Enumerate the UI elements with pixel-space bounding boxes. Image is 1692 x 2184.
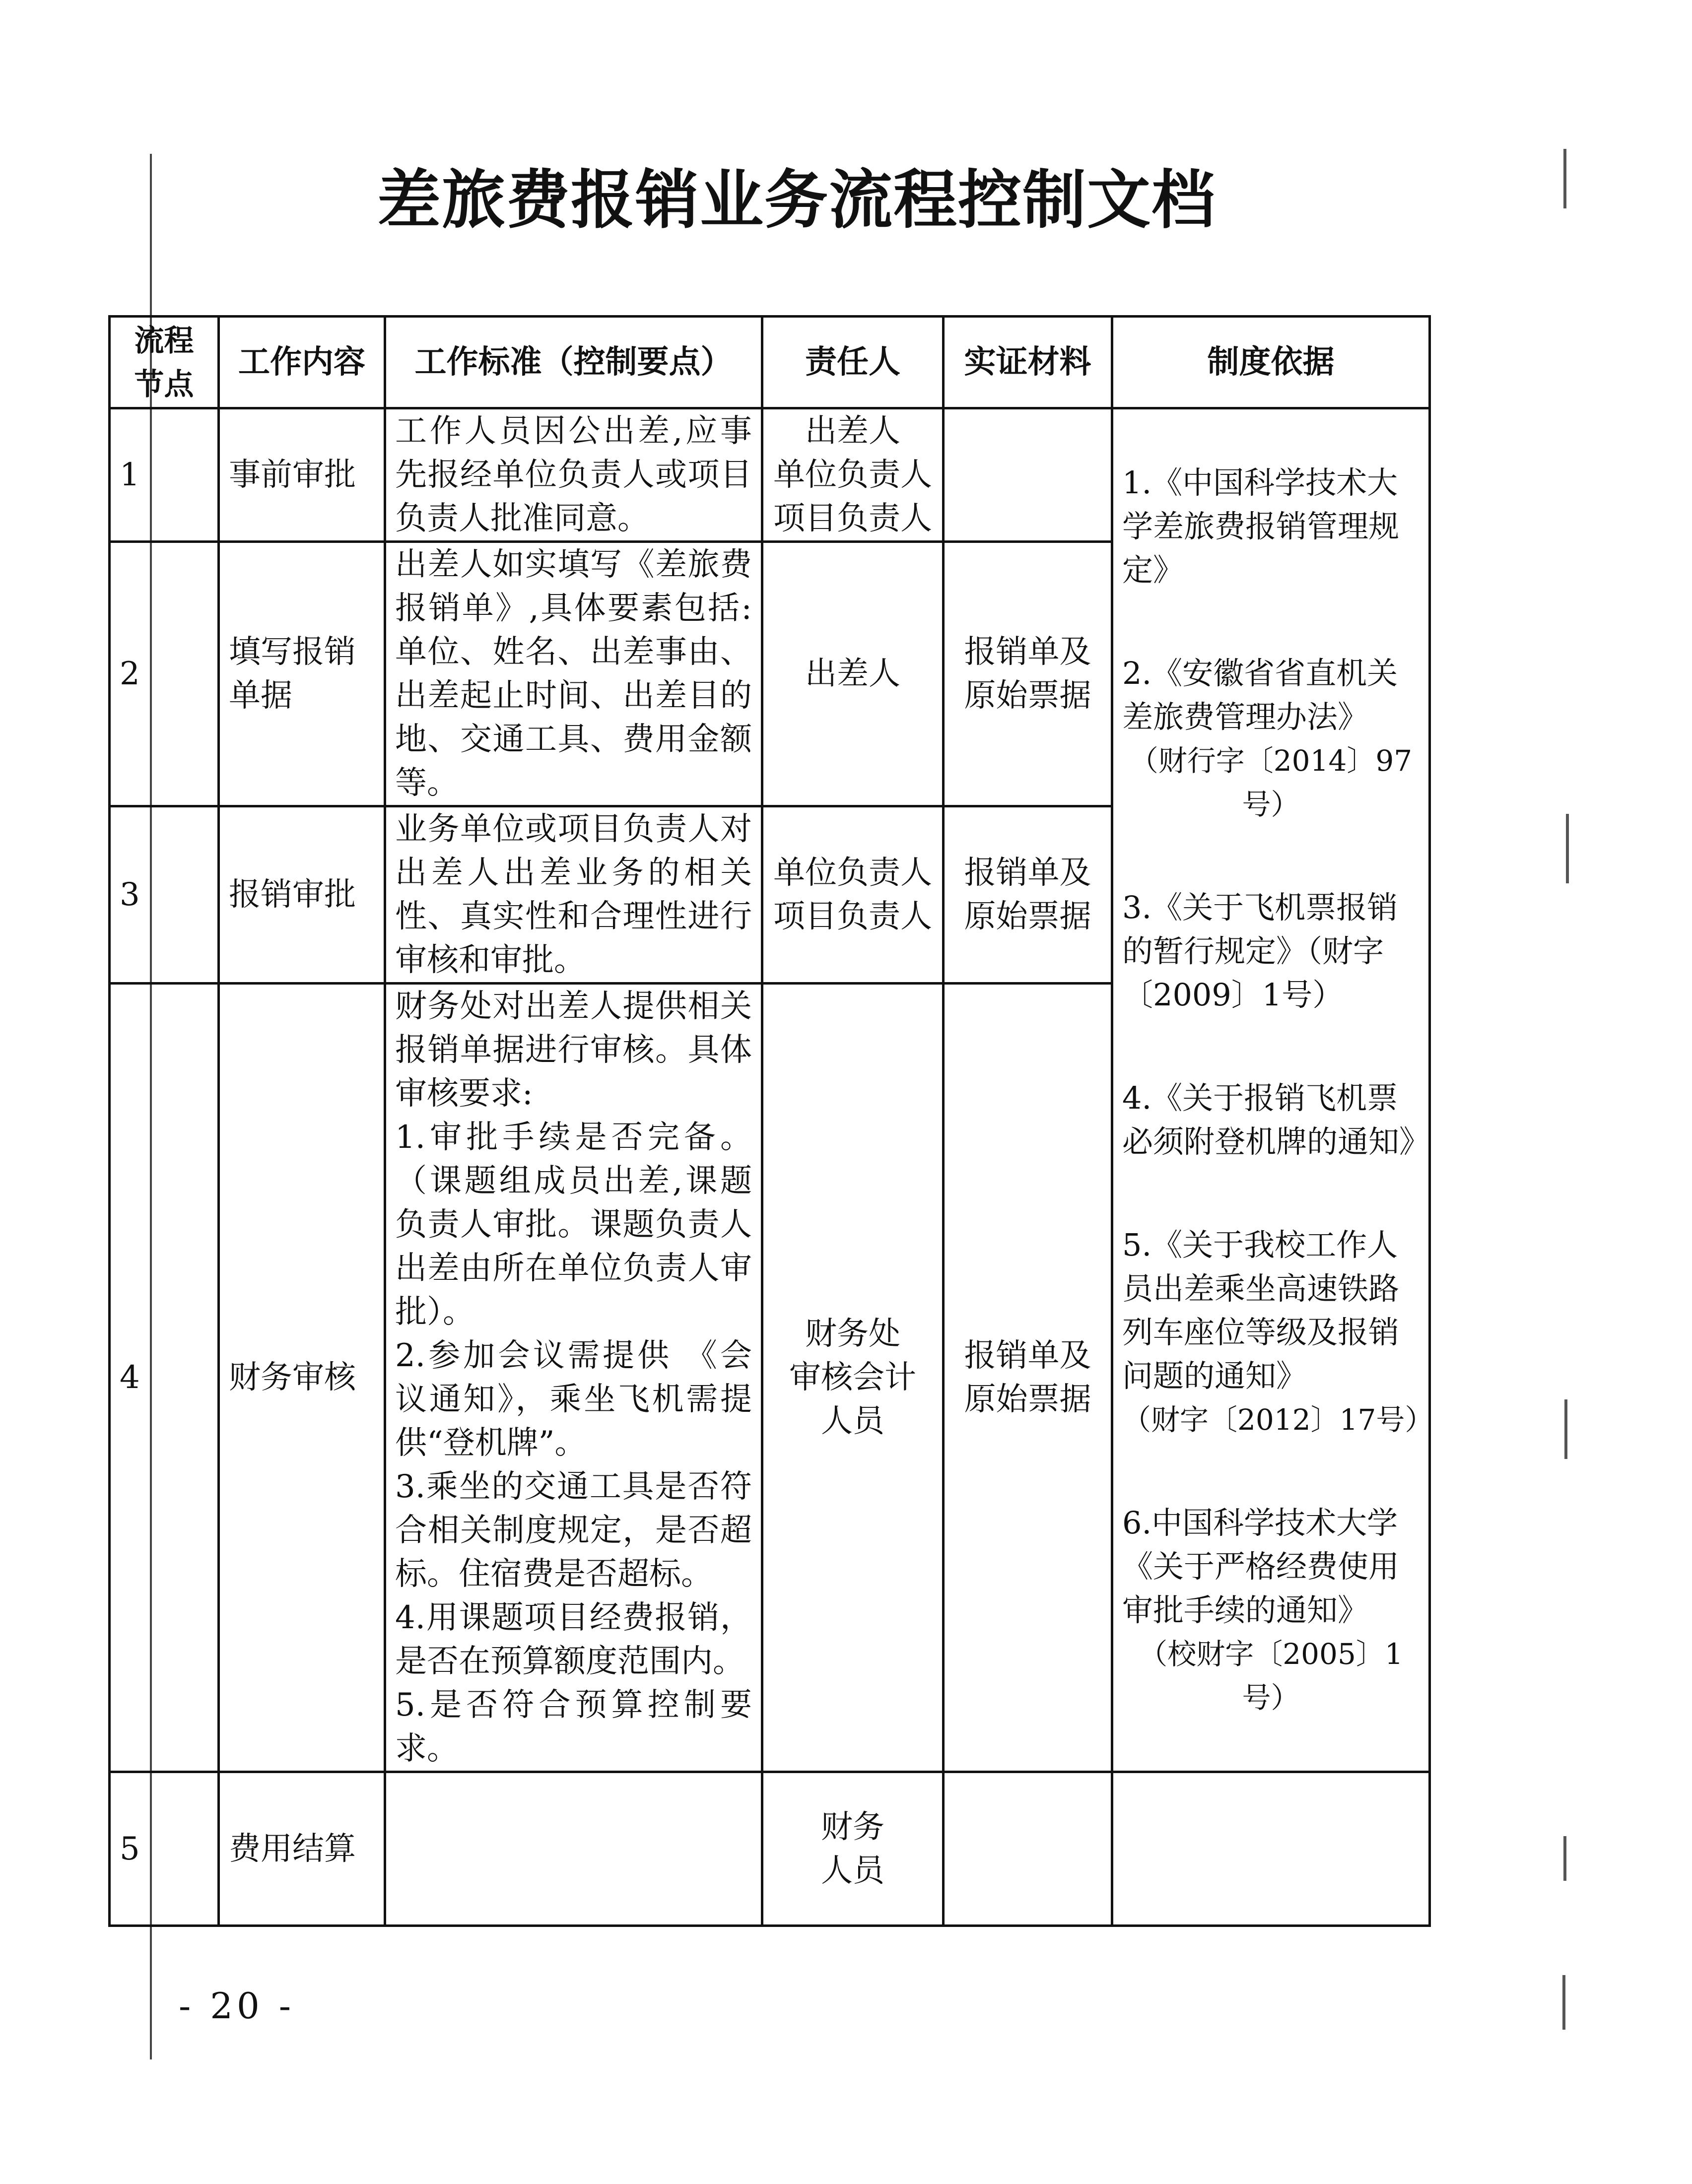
row-node: 2 — [110, 542, 219, 806]
basis-list — [1112, 408, 1434, 1772]
row-evidence: 报销单及原始票据 — [944, 806, 1112, 984]
basis-item: 3.《关于飞机票报销的暂行规定》（财字〔2009〕1号） — [1122, 889, 1398, 1013]
row-work: 填写报销单据 — [219, 542, 385, 806]
basis-item: 5.《关于我校工作人员出差乘坐高速铁路列车座位等级及报销问题的通知》 （财字〔2012〕17号） — [1122, 1226, 1434, 1437]
row-evidence — [944, 408, 1112, 542]
row-evidence: 报销单及原始票据 — [944, 542, 1112, 806]
scan-edge-mark — [1562, 1975, 1565, 2030]
basis-item: 1.《中国科学技术大学差旅费报销管理规定》 — [1122, 464, 1400, 588]
row-responsible: 财务处 审核会计 人员 — [762, 984, 944, 1772]
header-basis: 制度依据 — [1112, 317, 1430, 408]
row-node: 1 — [110, 408, 219, 542]
row-basis — [1112, 1772, 1430, 1926]
row-responsible: 出差人 单位负责人 项目负责人 — [762, 408, 944, 542]
row-work: 报销审批 — [219, 806, 385, 984]
scan-edge-mark — [1563, 1836, 1566, 1881]
table-header-row — [110, 317, 1430, 408]
row-responsible: 单位负责人 项目负责人 — [762, 806, 944, 984]
row-node: 4 — [110, 984, 219, 1772]
row-evidence: 报销单及原始票据 — [944, 984, 1112, 1772]
row-standard: 出差人如实填写《差旅费报销单》,具体要素包括:单位、姓名、出差事由、出差起止时间、出差目的地、交通工具、费用金额等。 — [385, 542, 762, 806]
basis-item: 4.《关于报销飞机票必须附登机牌的通知》 — [1122, 1079, 1430, 1160]
scan-edge-mark — [1563, 149, 1566, 208]
row-work: 费用结算 — [219, 1772, 385, 1926]
scan-edge-mark — [1566, 814, 1569, 883]
scan-edge-mark — [1564, 1399, 1567, 1459]
page-number: - 20 - — [179, 1985, 295, 2027]
row-responsible: 财务 人员 — [762, 1772, 944, 1926]
row-evidence — [944, 1772, 1112, 1926]
header-standard: 工作标准（控制要点） — [385, 317, 762, 408]
header-responsible: 责任人 — [762, 317, 944, 408]
basis-item: 2.《安徽省省直机关差旅费管理办法》 （财行字〔2014〕97号） — [1122, 655, 1413, 821]
header-node: 流程节点 — [110, 317, 219, 408]
process-control-table — [108, 315, 1434, 1927]
basis-item: 6.中国科学技术大学《关于严格经费使用审批手续的通知》 （校财字〔2005〕1号） — [1122, 1504, 1403, 1715]
row-standard: 业务单位或项目负责人对出差人出差业务的相关性、真实性和合理性进行审核和审批。 — [385, 806, 762, 984]
document-title: 差旅费报销业务流程控制文档 — [377, 163, 1217, 237]
header-evidence: 实证材料 — [944, 317, 1112, 408]
row-node: 5 — [110, 1772, 219, 1926]
row-standard: 工作人员因公出差,应事先报经单位负责人或项目负责人批准同意。 — [385, 408, 762, 542]
table-row — [110, 1772, 1430, 1926]
row-node: 3 — [110, 806, 219, 984]
row-responsible: 出差人 — [762, 542, 944, 806]
row-work: 财务审核 — [219, 984, 385, 1772]
row-standard: 财务处对出差人提供相关报销单据进行审核。具体审核要求: 1.审批手续是否完备。（课题组成员出差,课题负责人审批。课题负责人出差由所在单位负责人审批）。 2.参加会议需提供 《会议通知》，乘坐飞机需提供“登机牌”。 3.乘坐的交通工具是否符合相关制度规定，是否超标。住宿费是否超标。 4.用课题项目经费报销，是否在预算额度范围内。 5.是否符合预算控制要求。 — [385, 984, 762, 1772]
row-standard — [385, 1772, 762, 1926]
table-row — [110, 408, 1430, 542]
header-work: 工作内容 — [219, 317, 385, 408]
row-work: 事前审批 — [219, 408, 385, 542]
